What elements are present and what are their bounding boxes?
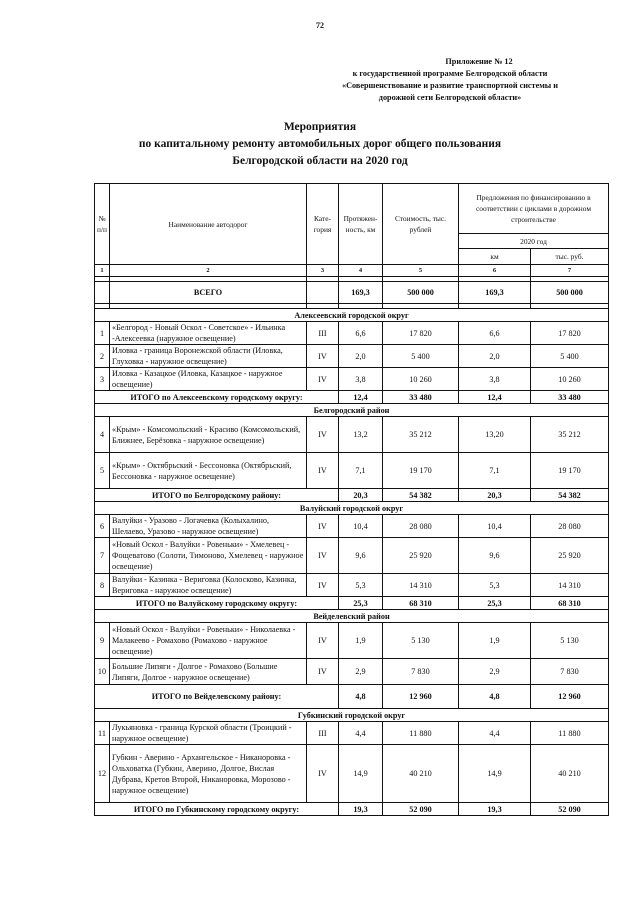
road-name: Валуйки - Казинка - Вериговка (Колосково, Казинка, Вериговка - наружное освещение) xyxy=(110,574,307,597)
road-cost: 11 880 xyxy=(383,722,459,745)
section-total-row xyxy=(95,391,609,404)
proposal-rub: 7 830 xyxy=(531,659,609,685)
section-title: Белгородский район xyxy=(95,404,609,417)
section-header-row xyxy=(95,502,609,515)
index-cell: 4 xyxy=(339,265,383,277)
road-cost: 19 170 xyxy=(383,453,459,489)
header-year: 2020 год xyxy=(459,233,609,249)
row-number: 12 xyxy=(95,745,110,803)
road-length: 2,9 xyxy=(339,659,383,685)
road-name: Иловка - Казацкое (Иловка, Казацкое - наружное освещение) xyxy=(110,368,307,391)
section-total-rub: 54 382 xyxy=(531,489,609,502)
header-name: Наименование автодорог xyxy=(110,184,307,265)
road-category: IV xyxy=(307,345,339,368)
page-number: 72 xyxy=(316,21,324,30)
cell xyxy=(95,282,110,304)
section-total-row xyxy=(95,685,609,709)
road-cost: 35 212 xyxy=(383,417,459,453)
road-name: «Новый Оскол - Валуйки - Ровеньки» - Хмелевец - Фощеватово (Солоти, Тимоново, Хмелевец - наружное освещение) xyxy=(110,538,307,574)
section-title: Алексеевский городской округ xyxy=(95,309,609,322)
road-category: IV xyxy=(307,368,339,391)
section-total-label: ИТОГО по Вейделевскому району: xyxy=(95,685,339,709)
section-total-rub: 33 480 xyxy=(531,391,609,404)
document-title xyxy=(0,119,640,170)
section-total-km: 19,3 xyxy=(459,803,531,816)
header-num: № п/п xyxy=(95,184,110,265)
section-header-row xyxy=(95,610,609,623)
section-total-length: 20,3 xyxy=(339,489,383,502)
road-cost: 5 130 xyxy=(383,623,459,659)
road-category: IV xyxy=(307,659,339,685)
road-length: 13,2 xyxy=(339,417,383,453)
index-cell: 5 xyxy=(383,265,459,277)
road-name: Иловка - граница Воронежской области (Иловка, Глуховка - наружное освещение) xyxy=(110,345,307,368)
table-row xyxy=(95,417,609,453)
road-cost: 14 310 xyxy=(383,574,459,597)
section-total-length: 25,3 xyxy=(339,597,383,610)
road-length: 4,4 xyxy=(339,722,383,745)
row-number: 11 xyxy=(95,722,110,745)
section-total-label: ИТОГО по Алексеевскому городскому округу: xyxy=(95,391,339,404)
road-cost: 25 920 xyxy=(383,538,459,574)
table-row xyxy=(95,345,609,368)
row-number: 3 xyxy=(95,368,110,391)
road-name: Лукьяновка - граница Курской области (Троицкий - наружное освещение) xyxy=(110,722,307,745)
section-total-row xyxy=(95,489,609,502)
road-name: «Крым» - Октябрьский - Бессоновка (Октябрьский, Бессоновка - наружное освещение) xyxy=(110,453,307,489)
section-total-km: 20,3 xyxy=(459,489,531,502)
section-total-length: 19,3 xyxy=(339,803,383,816)
road-name: Большие Липяги - Долгое - Ромахово (Большие Липяги, Долгое - наружное освещение) xyxy=(110,659,307,685)
section-total-cost: 52 090 xyxy=(383,803,459,816)
section-header-row xyxy=(95,709,609,722)
row-number: 2 xyxy=(95,345,110,368)
proposal-km: 9,6 xyxy=(459,538,531,574)
road-name: «Новый Оскол - Валуйки - Ровеньки» - Николаевка - Малакеево - Ромахово (Ромахово - наружное освещение) xyxy=(110,623,307,659)
title-line: Белгородской области на 2020 год xyxy=(232,155,408,167)
proposal-km: 5,3 xyxy=(459,574,531,597)
table-row xyxy=(95,659,609,685)
section-title: Губкинский городской округ xyxy=(95,709,609,722)
section-total-length: 4,8 xyxy=(339,685,383,709)
header-row xyxy=(95,184,609,234)
proposal-km: 2,9 xyxy=(459,659,531,685)
header-rub: тыс. руб. xyxy=(531,249,609,265)
road-cost: 40 210 xyxy=(383,745,459,803)
appendix-block xyxy=(300,56,600,104)
row-number: 4 xyxy=(95,417,110,453)
roads-table xyxy=(94,183,609,816)
road-category: IV xyxy=(307,515,339,538)
table-row xyxy=(95,453,609,489)
row-number: 10 xyxy=(95,659,110,685)
proposal-km: 3,8 xyxy=(459,368,531,391)
section-title: Вейделевский район xyxy=(95,610,609,623)
road-length: 2,0 xyxy=(339,345,383,368)
section-total-rub: 12 960 xyxy=(531,685,609,709)
appendix-number: Приложение № 12 xyxy=(445,57,513,66)
proposal-km: 13,20 xyxy=(459,417,531,453)
road-length: 1,9 xyxy=(339,623,383,659)
grand-total-row xyxy=(95,282,609,304)
table-row xyxy=(95,538,609,574)
section-total-cost: 68 310 xyxy=(383,597,459,610)
proposal-rub: 25 920 xyxy=(531,538,609,574)
section-total-row xyxy=(95,803,609,816)
proposal-rub: 17 820 xyxy=(531,322,609,345)
section-title: Валуйский городской округ xyxy=(95,502,609,515)
grand-total-cost: 500 000 xyxy=(383,282,459,304)
row-number: 8 xyxy=(95,574,110,597)
road-length: 6,6 xyxy=(339,322,383,345)
proposal-rub: 35 212 xyxy=(531,417,609,453)
road-category: IV xyxy=(307,538,339,574)
index-cell: 2 xyxy=(110,265,307,277)
road-cost: 5 400 xyxy=(383,345,459,368)
section-total-cost: 33 480 xyxy=(383,391,459,404)
title-line: по капитальному ремонту автомобильных дорог общего пользования xyxy=(138,138,502,150)
table-row xyxy=(95,623,609,659)
row-number: 1 xyxy=(95,322,110,345)
row-number: 9 xyxy=(95,623,110,659)
section-total-row xyxy=(95,597,609,610)
index-cell: 1 xyxy=(95,265,110,277)
road-name: «Крым» - Комсомольский - Красиво (Комсомольский, Ближнее, Берёзовка - наружное освещение) xyxy=(110,417,307,453)
grand-total-length: 169,3 xyxy=(339,282,383,304)
section-total-km: 25,3 xyxy=(459,597,531,610)
row-number: 5 xyxy=(95,453,110,489)
index-row xyxy=(95,265,609,277)
section-header-row xyxy=(95,404,609,417)
proposal-km: 2,0 xyxy=(459,345,531,368)
header-category: Кате-гория xyxy=(307,184,339,265)
road-category: IV xyxy=(307,745,339,803)
row-number: 6 xyxy=(95,515,110,538)
section-total-rub: 68 310 xyxy=(531,597,609,610)
road-cost: 10 260 xyxy=(383,368,459,391)
section-total-label: ИТОГО по Валуйскому городскому округу: xyxy=(95,597,339,610)
header-proposal: Предложения по финансированию в соответствии с циклами в дорожном строительстве xyxy=(459,184,609,234)
proposal-km: 6,6 xyxy=(459,322,531,345)
road-length: 7,1 xyxy=(339,453,383,489)
table-row xyxy=(95,745,609,803)
section-total-km: 4,8 xyxy=(459,685,531,709)
grand-total-km: 169,3 xyxy=(459,282,531,304)
road-length: 3,8 xyxy=(339,368,383,391)
row-number: 7 xyxy=(95,538,110,574)
proposal-rub: 5 400 xyxy=(531,345,609,368)
road-name: Губкин - Аверино - Архангельское - Никаноровка - Ольховатка (Губкин, Аверино, Долгое, Вислая Дубрава, Кретов Второй, Никаноровка, Морозово - наружное освещение) xyxy=(110,745,307,803)
proposal-km: 1,9 xyxy=(459,623,531,659)
section-total-label: ИТОГО по Белгородскому району: xyxy=(95,489,339,502)
proposal-rub: 5 130 xyxy=(531,623,609,659)
road-name: Валуйки - Уразово - Логачевка (Колыхалино, Шелаево, Уразово - наружное освещение) xyxy=(110,515,307,538)
proposal-rub: 10 260 xyxy=(531,368,609,391)
section-total-cost: 54 382 xyxy=(383,489,459,502)
road-category: IV xyxy=(307,453,339,489)
appendix-line: дорожной сети Белгородской области» xyxy=(378,93,522,102)
road-category: IV xyxy=(307,574,339,597)
table-row xyxy=(95,722,609,745)
section-header-row xyxy=(95,309,609,322)
road-length: 9,6 xyxy=(339,538,383,574)
appendix-line: «Совершенствование и развитие транспортной системы и xyxy=(342,81,558,90)
proposal-km: 14,9 xyxy=(459,745,531,803)
header-cost: Стоимость, тыс. рублей xyxy=(383,184,459,265)
road-category: IV xyxy=(307,623,339,659)
appendix-line: к государственной программе Белгородской области xyxy=(352,69,548,78)
table-row xyxy=(95,574,609,597)
road-cost: 28 080 xyxy=(383,515,459,538)
section-total-rub: 52 090 xyxy=(531,803,609,816)
title-line: Мероприятия xyxy=(283,121,357,133)
proposal-rub: 40 210 xyxy=(531,745,609,803)
proposal-km: 7,1 xyxy=(459,453,531,489)
road-length: 14,9 xyxy=(339,745,383,803)
road-length: 5,3 xyxy=(339,574,383,597)
grand-total-label: ВСЕГО xyxy=(110,282,307,304)
index-cell: 6 xyxy=(459,265,531,277)
road-category: III xyxy=(307,322,339,345)
section-total-cost: 12 960 xyxy=(383,685,459,709)
proposal-rub: 14 310 xyxy=(531,574,609,597)
proposal-rub: 19 170 xyxy=(531,453,609,489)
proposal-rub: 11 880 xyxy=(531,722,609,745)
table-row xyxy=(95,322,609,345)
table-row xyxy=(95,368,609,391)
section-total-label: ИТОГО по Губкинскому городскому округу: xyxy=(95,803,339,816)
index-cell: 7 xyxy=(531,265,609,277)
index-cell: 3 xyxy=(307,265,339,277)
road-length: 10,4 xyxy=(339,515,383,538)
road-name: «Белгород - Новый Оскол - Советское» - Ильинка -Алексеевка (наружное освещение) xyxy=(110,322,307,345)
road-category: IV xyxy=(307,417,339,453)
road-category: III xyxy=(307,722,339,745)
proposal-km: 4,4 xyxy=(459,722,531,745)
road-cost: 17 820 xyxy=(383,322,459,345)
proposal-km: 10,4 xyxy=(459,515,531,538)
section-total-km: 12,4 xyxy=(459,391,531,404)
grand-total-rub: 500 000 xyxy=(531,282,609,304)
cell xyxy=(307,282,339,304)
section-total-length: 12,4 xyxy=(339,391,383,404)
table-row xyxy=(95,515,609,538)
header-km: км xyxy=(459,249,531,265)
road-cost: 7 830 xyxy=(383,659,459,685)
proposal-rub: 28 080 xyxy=(531,515,609,538)
header-length: Протяжен-ность, км xyxy=(339,184,383,265)
